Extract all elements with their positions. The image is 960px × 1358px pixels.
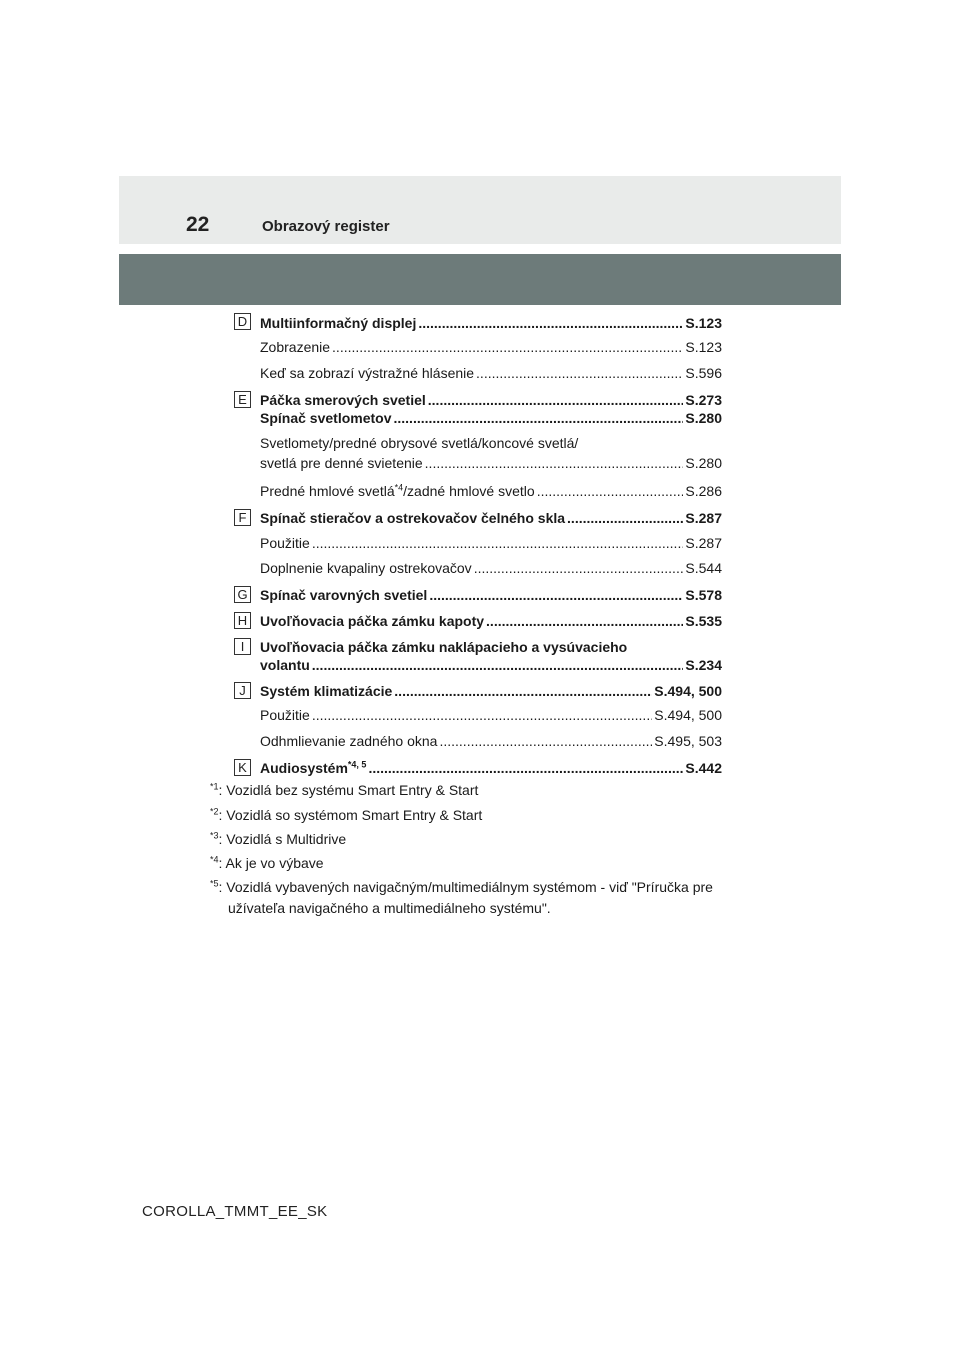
index-entry-hazard-switch[interactable] <box>260 586 722 604</box>
leader-dots <box>312 656 684 674</box>
index-subentry-rear-defogger[interactable] <box>260 732 722 750</box>
leader-dots <box>368 759 683 777</box>
index-subentry-display[interactable] <box>260 338 722 356</box>
leader-dots <box>474 559 684 577</box>
marker-j: J <box>234 682 251 699</box>
index-entry-turn-signal-lever[interactable] <box>260 391 722 409</box>
page-ref[interactable]: S.234 <box>685 657 722 673</box>
index-entry-wiper-switch[interactable] <box>260 509 722 527</box>
index-entry-multiinformation-display[interactable] <box>260 314 722 332</box>
index-subentry-ac-usage[interactable] <box>260 706 722 724</box>
entry-label: Zobrazenie <box>260 339 331 355</box>
page-number: 22 <box>186 213 210 236</box>
page-ref[interactable]: S.280 <box>685 455 722 471</box>
leader-dots <box>486 612 683 630</box>
page-ref[interactable]: S.280 <box>685 410 722 426</box>
entry-label: Predné hmlové svetlá <box>260 483 395 499</box>
header-band <box>119 176 841 244</box>
entry-label: Odhmlievanie zadného okna <box>260 733 438 749</box>
footnote-text: : Vozidlá vybavených navigačným/multimediálnym systémom - viď "Príručka pre <box>218 879 713 895</box>
footnote-4 <box>210 853 750 874</box>
leader-dots <box>394 409 684 427</box>
footnote-3 <box>210 829 750 850</box>
index-entry-air-conditioning[interactable] <box>260 682 722 700</box>
leader-dots <box>537 482 684 500</box>
leader-dots <box>394 682 652 700</box>
marker-d: D <box>234 313 251 330</box>
entry-label-rest: /zadné hmlové svetlo <box>403 483 535 499</box>
page-ref[interactable]: S.494, 500 <box>654 707 722 723</box>
index-subentry-warning-message[interactable] <box>260 364 722 382</box>
page-ref[interactable]: S.287 <box>685 510 722 526</box>
entry-label: Použitie <box>260 535 310 551</box>
leader-dots <box>425 454 684 472</box>
entry-label: Systém klimatizácie <box>260 683 393 699</box>
entry-label: Audiosystém <box>260 760 348 776</box>
index-subentry-washer-fluid[interactable] <box>260 559 722 577</box>
entry-label: Doplnenie kvapaliny ostrekovačov <box>260 560 472 576</box>
marker-f: F <box>234 509 251 526</box>
footnote-text: : Vozidlá so systémom Smart Entry & Start <box>218 807 483 823</box>
footnote-ref: *4, 5 <box>347 759 367 770</box>
page-ref[interactable]: S.442 <box>685 760 722 776</box>
leader-dots <box>332 338 683 356</box>
page-ref[interactable]: S.578 <box>685 587 722 603</box>
entry-label: Spínač varovných svetiel <box>260 587 428 603</box>
entry-label: volantu <box>260 657 310 673</box>
leader-dots <box>439 732 652 750</box>
page-ref[interactable]: S.544 <box>685 560 722 576</box>
leader-dots <box>428 391 684 409</box>
index-entry-audio-system[interactable] <box>260 759 722 777</box>
footnote-mark: *4 <box>210 854 219 865</box>
entry-label-line1: Svetlomety/predné obrysové svetlá/koncové svetlá/ <box>260 435 579 451</box>
leader-dots <box>312 706 652 724</box>
page-ref[interactable]: S.123 <box>685 339 722 355</box>
index-subentry-fog-lights[interactable] <box>260 482 722 500</box>
page-ref[interactable]: S.495, 503 <box>654 733 722 749</box>
entry-label-line1: Uvoľňovacia páčka zámku naklápacieho a vysúvacieho <box>260 639 628 655</box>
page-ref[interactable]: S.535 <box>685 613 722 629</box>
marker-i: I <box>234 638 251 655</box>
marker-h: H <box>234 612 251 629</box>
footnote-text: : Ak je vo výbave <box>218 855 324 871</box>
entry-label: Spínač svetlometov <box>260 410 392 426</box>
footnote-mark: *1 <box>210 781 219 792</box>
footnote-5 <box>210 877 750 919</box>
entry-label: Použitie <box>260 707 310 723</box>
footnote-2 <box>210 805 750 826</box>
leader-dots <box>567 509 683 527</box>
index-entry-tilt-telescopic-lever[interactable] <box>260 638 722 674</box>
document-code: COROLLA_TMMT_EE_SK <box>142 1203 328 1220</box>
index-subentry-usage[interactable] <box>260 534 722 552</box>
footnote-mark: *3 <box>210 830 219 841</box>
page-ref[interactable]: S.494, 500 <box>654 683 722 699</box>
leader-dots <box>476 364 683 382</box>
marker-k: K <box>234 759 251 776</box>
page-ref[interactable]: S.287 <box>685 535 722 551</box>
leader-dots <box>312 534 684 552</box>
footnote-text-continued: užívateľa navigačného a multimediálneho systému". <box>228 900 551 916</box>
entry-label: Spínač stieračov a ostrekovačov čelného skla <box>260 510 566 526</box>
entry-label: Multiinformačný displej <box>260 315 417 331</box>
leader-dots <box>418 314 683 332</box>
leader-dots <box>429 586 683 604</box>
entry-label: Páčka smerových svetiel <box>260 392 426 408</box>
footnote-ref: *4 <box>394 482 404 493</box>
marker-e: E <box>234 391 251 408</box>
entry-label: svetlá pre denné svietenie <box>260 455 423 471</box>
page-ref[interactable]: S.123 <box>685 315 722 331</box>
section-title: Obrazový register <box>262 218 390 235</box>
footnote-mark: *5 <box>210 878 219 889</box>
footnote-text: : Vozidlá s Multidrive <box>218 831 347 847</box>
index-entry-hood-release-lever[interactable] <box>260 612 722 630</box>
page-ref[interactable]: S.596 <box>685 365 722 381</box>
index-subentry-headlights[interactable] <box>260 434 722 472</box>
marker-g: G <box>234 586 251 603</box>
entry-label: Keď sa zobrazí výstražné hlásenie <box>260 365 475 381</box>
footnote-text: : Vozidlá bez systému Smart Entry & Start <box>218 782 479 798</box>
footnote-1 <box>210 780 750 801</box>
footnote-mark: *2 <box>210 806 219 817</box>
index-entry-headlight-switch[interactable] <box>260 409 722 427</box>
page-ref[interactable]: S.286 <box>685 483 722 499</box>
entry-label: Uvoľňovacia páčka zámku kapoty <box>260 613 485 629</box>
section-banner <box>119 254 841 305</box>
page-ref[interactable]: S.273 <box>685 392 722 408</box>
